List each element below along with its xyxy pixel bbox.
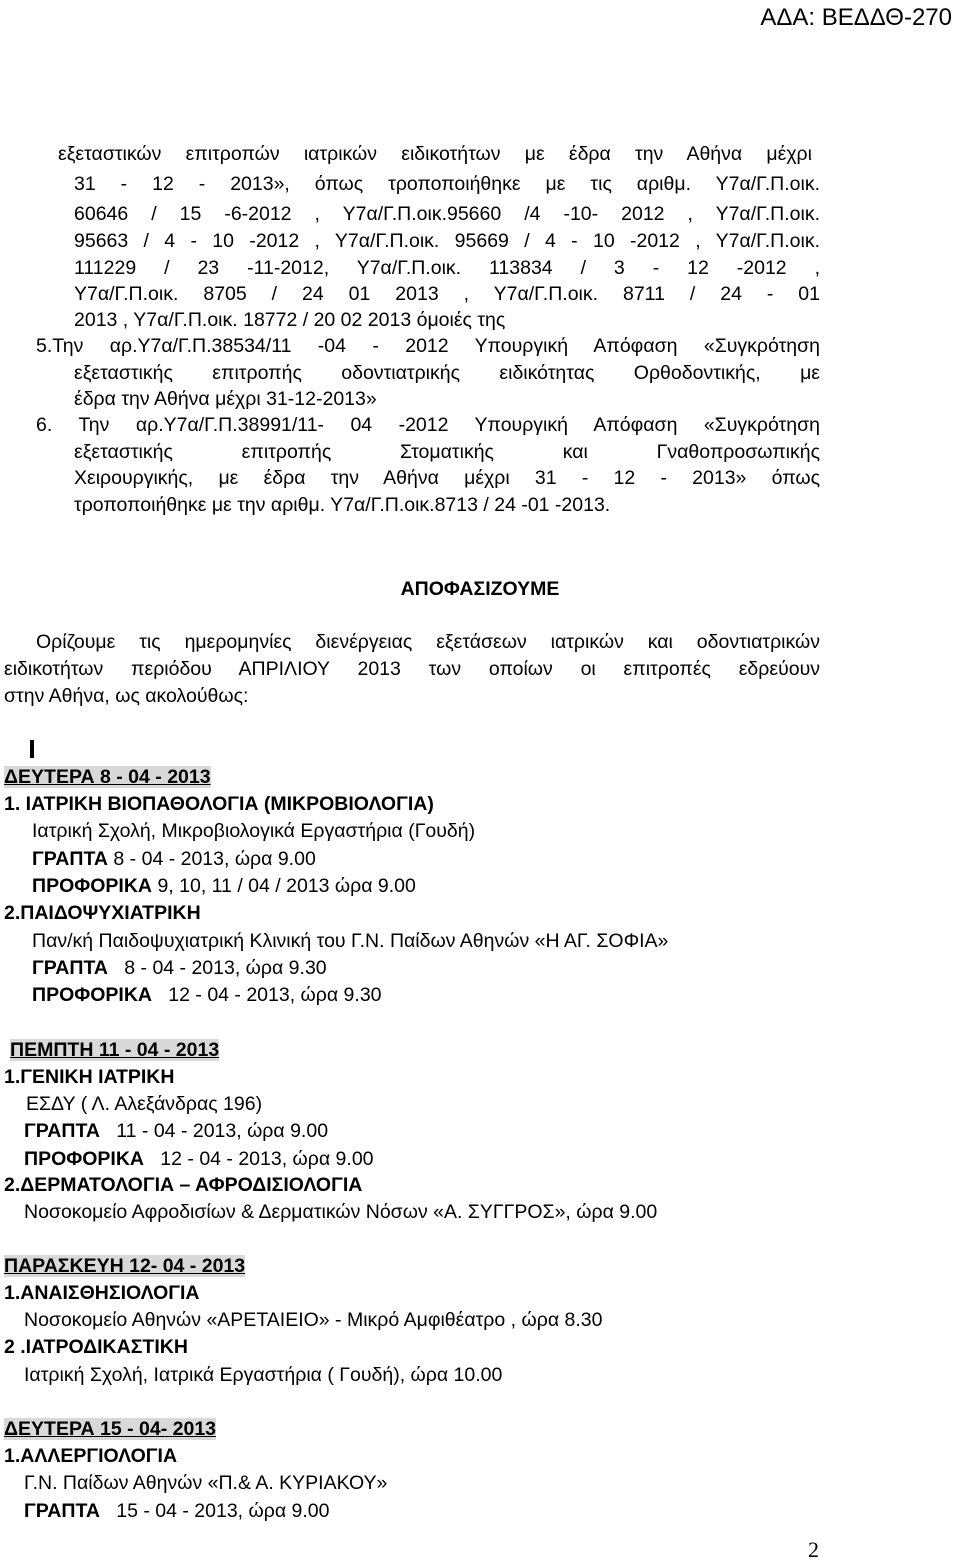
day1-item2-title: 2.ΠΑΙΔΟΨΥΧΙΑΤΡΙΚΗ xyxy=(4,902,201,924)
prior-line-4: 95663 / 4 - 10 -2012 , Υ7α/Γ.Π.οικ. 95669 / 4 - 10 -2012 , Υ7α/Γ.Π.οικ. xyxy=(74,230,820,252)
prior-line-5: 111229 / 23 -11-2012, Υ7α/Γ.Π.οικ. 113834 / 3 - 12 -2012 , xyxy=(74,257,820,279)
written-value: 8 - 04 - 2013, ώρα 9.00 xyxy=(113,848,316,870)
day1-item2-oral xyxy=(32,986,382,1006)
intro-line-3: στην Αθήνα, ως ακολούθως: xyxy=(4,685,249,707)
oral-value: 12 - 04 - 2013, ώρα 9.00 xyxy=(160,1148,374,1170)
prior-line-9: εξεταστικής επιτροπής οδοντιατρικής ειδικότητας Ορθοδοντικής, με xyxy=(74,362,820,384)
day3-item1-place: Νοσοκομείο Αθηνών «ΑΡΕΤΑΙΕΙΟ» - Μικρό Αμφιθέατρο , ώρα 8.30 xyxy=(24,1309,603,1331)
day4-item1-written xyxy=(24,1502,329,1522)
day1-date-heading xyxy=(4,768,211,788)
day2-item1-oral xyxy=(24,1150,374,1170)
oral-label: ΠΡΟΦΟΡΙΚΑ xyxy=(24,1148,145,1170)
day4-item1-place: Γ.Ν. Παίδων Αθηνών «Π.& Α. ΚΥΡΙΑΚΟΥ» xyxy=(24,1472,388,1494)
written-value: 15 - 04 - 2013, ώρα 9.00 xyxy=(116,1500,330,1522)
day2-date: ΠΕΜΠΤΗ 11 - 04 - 2013 xyxy=(10,1039,220,1061)
written-label: ΓΡΑΠΤΑ xyxy=(24,1120,100,1142)
day3-date: ΠΑΡΑΣΚΕΥΗ 12- 04 - 2013 xyxy=(4,1255,246,1277)
prior-line-13: Χειρουργικής, με έδρα την Αθήνα μέχρι 31 - 12 - 2013» όπως xyxy=(74,467,820,489)
written-label: ΓΡΑΠΤΑ xyxy=(32,957,108,979)
day2-item2-title: 2.ΔΕΡΜΑΤΟΛΟΓΙΑ – ΑΦΡΟΔΙΣΙΟΛΟΓΙΑ xyxy=(4,1174,363,1196)
written-value: 8 - 04 - 2013, ώρα 9.30 xyxy=(124,957,327,979)
day3-item2-title: 2 .ΙΑΤΡΟΔΙΚΑΣΤΙΚΗ xyxy=(4,1336,188,1358)
day1-item1-written xyxy=(32,850,316,870)
document-ada-code: ΑΔΑ: ΒΕΔΔΘ-270 xyxy=(760,4,952,31)
day1-item2-place: Παν/κή Παιδοψυχιατρική Κλινική του Γ.Ν. Παίδων Αθηνών «Η ΑΓ. ΣΟΦΙΑ» xyxy=(32,930,669,952)
prior-line-14: τροποποιήθηκε με την αριθμ. Υ7α/Γ.Π.οικ.8713 / 24 -01 -2013. xyxy=(74,494,611,516)
day1-date: ΔΕΥΤΕΡΑ 8 - 04 - 2013 xyxy=(4,766,211,788)
prior-line-12: εξεταστικής επιτροπής Στοματικής και Γναθοπροσωπικής xyxy=(74,441,820,463)
prior-line-11: 6. Την αρ.Υ7α/Γ.Π.38991/11- 04 -2012 Υπουργική Απόφαση «Συγκρότηση xyxy=(36,414,820,436)
written-label: ΓΡΑΠΤΑ xyxy=(32,848,108,870)
day2-date-heading xyxy=(10,1041,219,1061)
intro-line-2: ειδικοτήτων περιόδου ΑΠΡΙΛΙΟΥ 2013 των οποίων οι επιτροπές εδρεύουν xyxy=(4,658,820,680)
day3-item2-place: Ιατρική Σχολή, Ιατρικά Εργαστήρια ( Γουδή), ώρα 10.00 xyxy=(24,1364,503,1386)
prior-line-6: Υ7α/Γ.Π.οικ. 8705 / 24 01 2013 , Υ7α/Γ.Π.οικ. 8711 / 24 - 01 xyxy=(74,283,820,305)
prior-line-2: 31 - 12 - 2013», όπως τροποποιήθηκε με τις αριθμ. Υ7α/Γ.Π.οικ. xyxy=(74,173,820,195)
written-label: ΓΡΑΠΤΑ xyxy=(24,1500,100,1522)
oral-label: ΠΡΟΦΟΡΙΚΑ xyxy=(32,875,153,897)
day4-item1-title: 1.ΑΛΛΕΡΓΙΟΛΟΓΙΑ xyxy=(4,1445,178,1467)
day2-item2-place: Νοσοκομείο Αφροδισίων & Δερματικών Νόσων «Α. ΣΥΓΓΡΟΣ», ώρα 9.00 xyxy=(24,1201,658,1223)
prior-line-1: εξεταστικών επιτροπών ιατρικών ειδικοτήτων με έδρα την Αθήνα μέχρι xyxy=(58,143,812,165)
prior-line-3: 60646 / 15 -6-2012 , Υ7α/Γ.Π.οικ.95660 /4 -10- 2012 , Υ7α/Γ.Π.οικ. xyxy=(74,203,820,225)
oral-value: 12 - 04 - 2013, ώρα 9.30 xyxy=(168,984,382,1006)
decision-title: ΑΠΟΦΑΣΙΖΟΥΜΕ xyxy=(400,578,560,600)
day1-item1-place: Ιατρική Σχολή, Μικροβιολογικά Εργαστήρια (Γουδή) xyxy=(32,820,476,842)
oral-label: ΠΡΟΦΟΡΙΚΑ xyxy=(32,984,153,1006)
day3-date-heading xyxy=(4,1257,245,1277)
day2-item1-written xyxy=(24,1122,328,1142)
prior-line-7: 2013 , Υ7α/Γ.Π.οικ. 18772 / 20 02 2013 όμοιές της xyxy=(74,309,506,331)
written-value: 11 - 04 - 2013, ώρα 9.00 xyxy=(116,1120,329,1142)
day2-item1-title: 1.ΓΕΝΙΚΗ ΙΑΤΡΙΚΗ xyxy=(4,1066,175,1088)
prior-line-8: 5.Την αρ.Υ7α/Γ.Π.38534/11 -04 - 2012 Υπουργική Απόφαση «Συγκρότηση xyxy=(36,335,820,357)
day3-item1-title: 1.ΑΝΑΙΣΘΗΣΙΟΛΟΓΙΑ xyxy=(4,1282,200,1304)
day4-date-heading xyxy=(4,1420,216,1440)
day4-date: ΔΕΥΤΕΡΑ 15 - 04- 2013 xyxy=(4,1418,217,1440)
day1-item1-oral xyxy=(32,877,416,897)
intro-line-1: Ορίζουμε τις ημερομηνίες διενέργειας εξετάσεων ιατρικών και οδοντιατρικών xyxy=(36,631,820,653)
prior-line-10: έδρα την Αθήνα μέχρι 31-12-2013» xyxy=(74,388,377,410)
oral-value: 9, 10, 11 / 04 / 2013 ώρα 9.00 xyxy=(157,875,416,897)
day1-item2-written xyxy=(32,959,327,979)
day1-item1-title: 1. ΙΑΤΡΙΚΗ ΒΙΟΠΑΘΟΛΟΓΙΑ (ΜΙΚΡΟΒΙΟΛΟΓΙΑ) xyxy=(4,793,434,815)
page-number: 2 xyxy=(808,1537,819,1562)
text-cursor-mark xyxy=(30,740,34,758)
day2-item1-place: ΕΣΔΥ ( Λ. Αλεξάνδρας 196) xyxy=(26,1093,263,1115)
